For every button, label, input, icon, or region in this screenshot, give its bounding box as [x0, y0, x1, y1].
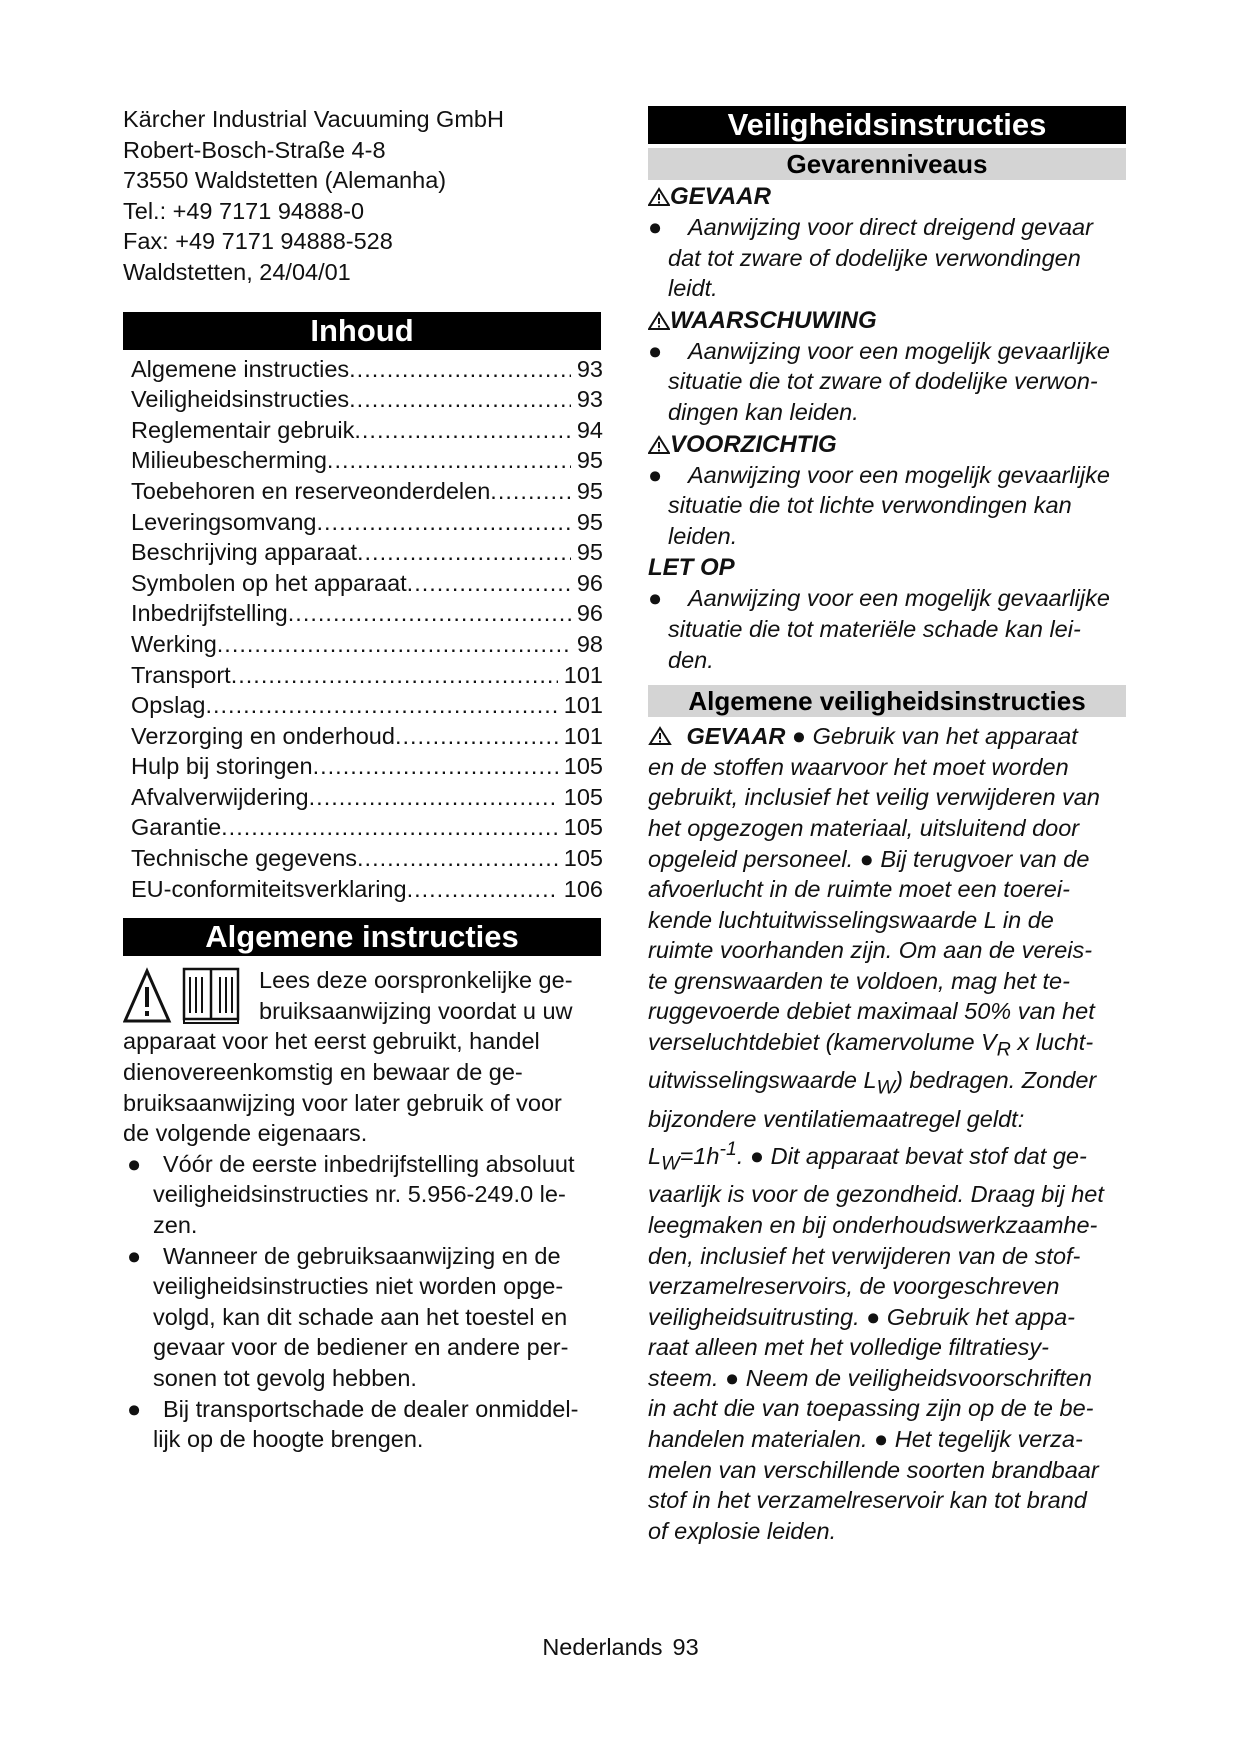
- danger-level-name: GEVAAR: [670, 183, 771, 210]
- formula-text: ) bedragen. Zonder: [895, 1067, 1097, 1094]
- danger-level-description: [648, 336, 1126, 428]
- safety-line: [648, 721, 1126, 752]
- description-line: situatie die tot lichte verwondingen kan: [668, 492, 1072, 519]
- toc-leader: [231, 660, 558, 691]
- bullet-line: veiligheidsinstructies niet worden opge-: [153, 1273, 564, 1300]
- toc-entry: [131, 415, 603, 446]
- bullet-icon: ●: [127, 1150, 142, 1177]
- formula-sup: -1: [719, 1138, 737, 1161]
- right-column: [648, 106, 1126, 1546]
- toc-leader: [288, 598, 571, 629]
- general-safety-heading: Algemene veiligheidsinstructies: [648, 685, 1126, 717]
- formula-text: uitwisselingswaarde L: [648, 1067, 877, 1094]
- description-line: leiden.: [668, 522, 738, 549]
- danger-level-description: [648, 583, 1126, 675]
- danger-level-name: VOORZICHTIG: [670, 430, 837, 458]
- toc-entry: [131, 690, 603, 721]
- toc-page-number: 105: [563, 814, 603, 841]
- toc-page-number: 105: [563, 783, 603, 810]
- toc-label: Reglementair gebruik: [131, 416, 355, 443]
- safety-line: steem. ● Neem de veiligheidsvoorschriften: [648, 1364, 1092, 1391]
- safety-line: handelen materialen. ● Het tegelijk verza-: [648, 1426, 1083, 1453]
- warning-icon: [648, 187, 670, 207]
- bullet-line: veiligheidsinstructies nr. 5.956-249.0 le-: [153, 1181, 566, 1208]
- bullet-icon: ●: [127, 1395, 142, 1422]
- danger-level-description: [648, 212, 1126, 304]
- address-line: 73550 Waldstetten (Alemanha): [123, 167, 447, 194]
- list-item: [123, 1241, 601, 1394]
- general-instructions-heading: Algemene instructies: [123, 918, 601, 956]
- toc-entry: [131, 629, 603, 660]
- safety-line: stof in het verzamelreservoir kan tot brand: [648, 1487, 1087, 1514]
- address-line: Tel.: +49 7171 94888-0: [123, 197, 365, 224]
- safety-line: afvoerlucht in de ruimte moet een toerei-: [648, 876, 1070, 903]
- toc-entry: [131, 507, 603, 538]
- toc-leader: [327, 445, 571, 476]
- safety-line: [648, 1065, 1126, 1103]
- safety-line: bijzondere ventilatiemaatregel geldt:: [648, 1105, 1025, 1132]
- safety-heading: Veiligheidsinstructies: [648, 106, 1126, 144]
- warning-icon: [648, 311, 670, 331]
- formula-sub: W: [661, 1152, 680, 1175]
- toc-entry: [131, 782, 603, 813]
- toc-entry: [131, 812, 603, 843]
- address-line: Waldstetten, 24/04/01: [123, 258, 351, 285]
- toc-leader: [490, 476, 571, 507]
- toc-leader: [349, 384, 571, 415]
- toc-leader: [309, 782, 558, 813]
- toc-heading: Inhoud: [123, 312, 601, 350]
- description-line: Aanwijzing voor een mogelijk gevaarlijke: [688, 337, 1110, 364]
- formula-text: x lucht-: [1010, 1029, 1094, 1056]
- toc-label: Milieubescherming: [131, 447, 327, 474]
- toc-page-number: 105: [563, 753, 603, 780]
- description-line: dingen kan leiden.: [668, 398, 859, 425]
- safety-line: opgeleid personeel. ● Bij terugvoer van de: [648, 845, 1090, 872]
- danger-level-title: [648, 306, 1126, 336]
- manual-book-icon: [181, 965, 241, 1027]
- bullet-icon: ●: [648, 337, 663, 364]
- warning-icon: [648, 726, 672, 746]
- danger-level-title: [648, 182, 1126, 212]
- toc-entry: [131, 721, 603, 752]
- toc-entry: [131, 843, 603, 874]
- safety-line: [648, 1134, 1126, 1179]
- toc-page-number: 101: [563, 692, 603, 719]
- description-line: Aanwijzing voor direct dreigend gevaar: [688, 214, 1093, 240]
- danger-levels: [648, 182, 1126, 675]
- danger-level-name: LET OP: [648, 554, 735, 582]
- safety-line: veiligheidsuitrusting. ● Gebruik het appa-: [648, 1303, 1075, 1330]
- toc-leader: [217, 629, 571, 660]
- bullet-icon: ●: [648, 585, 663, 612]
- bullet-icon: ●: [648, 214, 663, 240]
- formula-text: verseluchtdebiet (kamervolume V: [648, 1029, 997, 1056]
- description-line: Aanwijzing voor een mogelijk gevaarlijke: [688, 585, 1110, 612]
- page-footer: [0, 1634, 1241, 1661]
- address-line: Robert-Bosch-Straße 4-8: [123, 136, 386, 163]
- safety-line: of explosie leiden.: [648, 1517, 837, 1544]
- safety-line: kende luchtuitwisselingswaarde L in de: [648, 906, 1054, 933]
- toc-leader: [357, 843, 558, 874]
- toc-entry: [131, 568, 603, 599]
- toc-page-number: 96: [576, 600, 603, 627]
- left-column: [123, 104, 601, 1455]
- toc-label: Opslag: [131, 692, 206, 719]
- safety-line: melen van verschillende soorten brandbaar: [648, 1456, 1099, 1483]
- toc-leader: [395, 721, 558, 752]
- toc-page-number: 96: [576, 569, 603, 596]
- safety-rest: [648, 1179, 1126, 1546]
- toc-leader: [354, 415, 570, 446]
- intro-line: dienovereenkomstig en bewaar de ge-: [123, 1059, 523, 1086]
- toc-entry: [131, 598, 603, 629]
- danger-level-name: WAARSCHUWING: [670, 306, 877, 334]
- toc-entry: [131, 537, 603, 568]
- toc-label: Verzorging en onderhoud: [131, 722, 395, 749]
- address-line: Kärcher Industrial Vacuuming GmbH: [123, 106, 504, 132]
- danger-level-description: [648, 460, 1126, 552]
- toc-label: Garantie: [131, 814, 222, 841]
- formula-text: . ● Dit apparaat bevat stof dat ge-: [736, 1143, 1087, 1170]
- toc-leader: [407, 568, 571, 599]
- table-of-contents: [131, 354, 603, 905]
- bullet-line: gevaar voor de bediener en andere per-: [153, 1334, 569, 1361]
- danger-label: GEVAAR: [686, 723, 786, 750]
- toc-entry: [131, 751, 603, 782]
- toc-entry: [131, 354, 603, 385]
- description-line: Aanwijzing voor een mogelijk gevaarlijke: [688, 461, 1110, 488]
- toc-page-number: 95: [576, 477, 603, 504]
- warning-icon: [648, 435, 670, 455]
- safety-line: verzamelreservoirs, de voorgeschreven: [648, 1273, 1060, 1300]
- safety-line: vaarlijk is voor de gezondheid. Draag bij het: [648, 1181, 1104, 1208]
- toc-page-number: 101: [563, 661, 603, 688]
- general-bullets: [123, 1149, 601, 1455]
- formula-text: =1h: [679, 1143, 720, 1170]
- address-line: Fax: +49 7171 94888-528: [123, 228, 393, 255]
- formula-text: L: [648, 1143, 662, 1170]
- safety-line: ruggevoerde debiet maximaal 50% van het: [648, 998, 1095, 1025]
- toc-leader: [205, 690, 557, 721]
- bullet-icon: ●: [648, 461, 663, 488]
- bullet-line: Wanneer de gebruiksaanwijzing en de: [163, 1242, 561, 1269]
- danger-levels-heading: Gevarenniveaus: [648, 148, 1126, 180]
- description-line: den.: [668, 646, 714, 673]
- safety-line: het opgezogen materiaal, uitsluitend door: [648, 814, 1080, 841]
- description-line: dat tot zware of dodelijke verwondingen: [668, 244, 1081, 271]
- danger-level-title: [648, 553, 1126, 583]
- toc-page-number: 101: [563, 722, 603, 749]
- toc-label: Transport: [131, 661, 231, 688]
- address-block: [123, 104, 601, 288]
- bullet-icon: ●: [127, 1242, 142, 1269]
- toc-leader: [407, 874, 558, 905]
- toc-page-number: 95: [576, 508, 603, 535]
- intro-line: bruiksaanwijzing voordat u uw: [259, 997, 573, 1024]
- bullet-line: sonen tot gevolg hebben.: [153, 1364, 417, 1391]
- toc-entry: [131, 660, 603, 691]
- intro-line: de volgende eigenaars.: [123, 1120, 368, 1147]
- general-safety-text: [648, 721, 1126, 1546]
- safety-line: gebruikt, inclusief het veilig verwijderen van: [648, 784, 1100, 811]
- page-number: 93: [672, 1634, 699, 1660]
- formula-sub: R: [996, 1038, 1011, 1061]
- toc-label: Inbedrijfstelling: [131, 600, 288, 627]
- toc-page-number: 98: [576, 630, 603, 657]
- toc-page-number: 95: [576, 539, 603, 566]
- toc-label: Symbolen op het apparaat: [131, 569, 407, 596]
- safety-line: raat alleen met het volledige filtratiesy-: [648, 1334, 1050, 1361]
- toc-label: Afvalverwijdering: [131, 783, 309, 810]
- toc-leader: [221, 812, 558, 843]
- toc-leader: [357, 537, 571, 568]
- bullet-line: volgd, kan dit schade aan het toestel en: [153, 1303, 568, 1330]
- toc-label: Algemene instructies: [131, 355, 350, 382]
- toc-page-number: 105: [563, 845, 603, 872]
- danger-level-title: [648, 430, 1126, 460]
- description-line: leidt.: [668, 275, 718, 302]
- toc-label: Werking: [131, 630, 217, 657]
- list-item: [123, 1394, 601, 1455]
- toc-label: EU-conformiteitsverklaring: [131, 875, 407, 902]
- toc-label: Beschrijving apparaat: [131, 539, 357, 566]
- toc-label: Toebehoren en reserveonderdelen: [131, 477, 491, 504]
- safety-line: den, inclusief het verwijderen van de stof-: [648, 1242, 1081, 1269]
- safety-line: leegmaken en bij onderhoudswerkzaamhe-: [648, 1211, 1098, 1238]
- safety-text: ● Gebruik van het apparaat: [791, 723, 1078, 750]
- toc-page-number: 94: [576, 416, 603, 443]
- toc-page-number: 95: [576, 447, 603, 474]
- bullet-line: Bij transportschade de dealer onmiddel-: [163, 1395, 579, 1422]
- toc-label: Hulp bij storingen: [131, 753, 313, 780]
- toc-page-number: 93: [576, 386, 603, 413]
- safety-line: [648, 1027, 1126, 1065]
- safety-line: in acht die van toepassing zijn op de te be-: [648, 1395, 1094, 1422]
- description-line: situatie die tot zware of dodelijke verwon-: [668, 368, 1098, 395]
- toc-leader: [317, 507, 571, 538]
- toc-entry: [131, 476, 603, 507]
- bullet-line: Vóór de eerste inbedrijfstelling absoluut: [163, 1150, 575, 1177]
- safety-line: ruimte voorhanden zijn. Om aan de vereis-: [648, 937, 1093, 964]
- intro-icons: [123, 965, 253, 1025]
- bullet-line: lijk op de hoogte brengen.: [153, 1426, 424, 1453]
- footer-language: Nederlands: [542, 1634, 663, 1660]
- intro-line: bruiksaanwijzing voor later gebruik of voor: [123, 1089, 562, 1116]
- intro-line: apparaat voor het eerst gebruikt, handel: [123, 1028, 540, 1055]
- toc-page-number: 93: [576, 355, 603, 382]
- toc-label: Technische gegevens: [131, 845, 358, 872]
- list-item: [123, 1149, 601, 1241]
- safety-line: en de stoffen waarvoor het moet worden: [648, 753, 1069, 780]
- toc-page-number: 106: [563, 875, 603, 902]
- general-intro: [123, 965, 601, 1149]
- toc-entry: [131, 384, 603, 415]
- description-line: situatie die tot materiële schade kan lei-: [668, 615, 1081, 642]
- toc-entry: [131, 874, 603, 905]
- toc-leader: [349, 354, 571, 385]
- toc-label: Veiligheidsinstructies: [131, 386, 350, 413]
- formula-sub: W: [876, 1077, 896, 1100]
- toc-leader: [313, 751, 558, 782]
- safety-line: te grenswaarden te voldoen, mag het te-: [648, 967, 1070, 994]
- toc-label: Leveringsomvang: [131, 508, 317, 535]
- toc-entry: [131, 445, 603, 476]
- intro-line: Lees deze oorspronkelijke ge-: [259, 967, 573, 994]
- bullet-line: zen.: [153, 1212, 198, 1238]
